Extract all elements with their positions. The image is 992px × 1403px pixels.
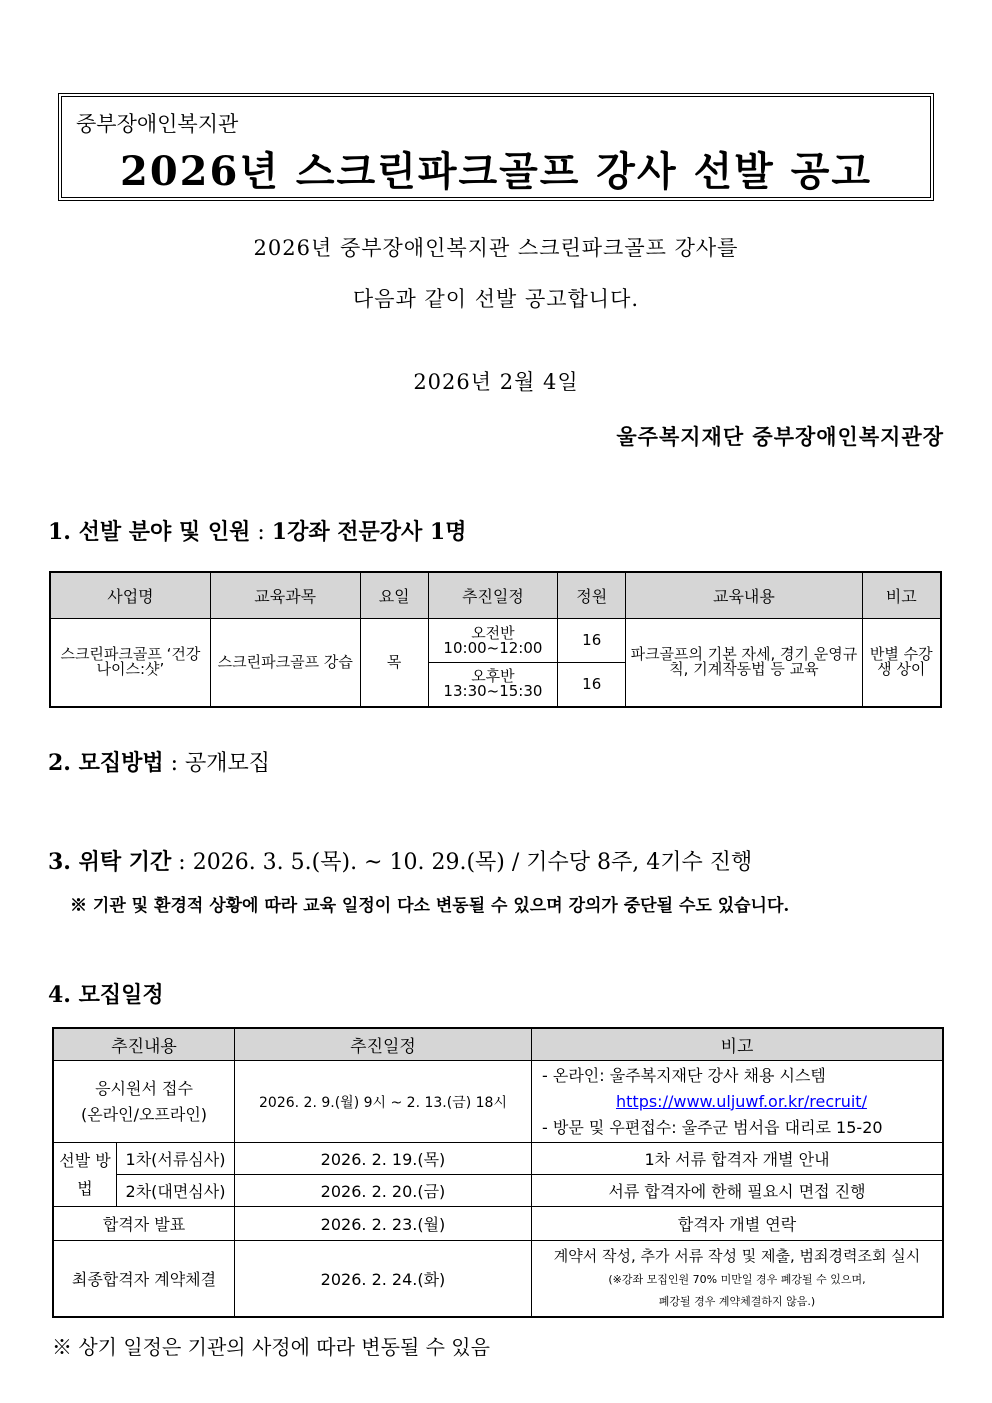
recruit-link[interactable]: https://www.uljuwf.or.kr/recruit/ xyxy=(616,1091,867,1111)
content: 파크골프의 기본 자세, 경기 운영규칙, 기계작동법 등 교육 xyxy=(626,619,862,707)
schedule-table xyxy=(52,1027,944,1318)
morning-schedule xyxy=(428,619,557,663)
signer: 울주복지재단 중부장애인복지관장 xyxy=(616,424,944,449)
section-1-heading: 1. 선발 분야 및 인원 : 1강좌 전문강사 1명 xyxy=(48,519,467,545)
section-3-value: 2026. 3. 5.(목). ~ 10. 29.(목) / 기수당 8주, 4기수 진행 xyxy=(192,850,753,875)
section-2-title: 2. 모집방법 xyxy=(48,750,164,776)
apply-note-2: - 방문 및 우편접수: 울주군 범서읍 대리로 15-20 xyxy=(542,1117,883,1137)
contract-label: 최종합격자 계약체결 xyxy=(53,1241,235,1317)
section-3-heading: 3. 위탁 기간 : 2026. 3. 5.(목). ~ 10. 29.(목) / 기수당 8주, 4기수 진행 xyxy=(48,849,753,875)
col-date: 추진일정 xyxy=(235,1028,532,1061)
col-content: 교육내용 xyxy=(626,572,862,619)
remark: 반별 수강생 상이 xyxy=(862,619,941,707)
section-1-title: 1. 선발 분야 및 인원 xyxy=(48,519,251,545)
col-capacity: 정원 xyxy=(558,572,626,619)
round2-label: 2차(대면심사) xyxy=(117,1175,235,1207)
morning-time: 10:00~12:00 xyxy=(443,638,543,657)
section-2-value: 공개모집 xyxy=(185,751,271,776)
notice-date: 2026년 2월 4일 xyxy=(413,370,579,394)
announce-note: 합격자 개별 연락 xyxy=(532,1207,944,1241)
morning-capacity: 16 xyxy=(558,619,626,663)
section-3-title: 3. 위탁 기간 xyxy=(48,849,172,875)
section-4-title: 4. 모집일정 xyxy=(48,982,164,1008)
round1-date: 2026. 2. 19.(목) xyxy=(235,1143,532,1175)
apply-note-cell xyxy=(532,1061,944,1143)
apply-cell xyxy=(53,1061,235,1143)
contract-sub-2: 폐강될 경우 계약체결하지 않음.) xyxy=(658,1295,816,1309)
selection-table xyxy=(49,571,942,708)
section-1-value: 1강좌 전문강사 1명 xyxy=(271,519,467,545)
subject: 스크린파크골프 강습 xyxy=(210,619,360,707)
section-2-heading: 2. 모집방법 : 공개모집 xyxy=(48,750,271,776)
footnote: ※ 상기 일정은 기관의 사정에 따라 변동될 수 있음 xyxy=(52,1335,490,1359)
intro-line-2: 다음과 같이 선발 공고합니다. xyxy=(352,287,640,311)
morning-label: 오전반 xyxy=(471,623,515,642)
contract-note: 계약서 작성, 추가 서류 작성 및 제출, 범죄경력조회 실시 xyxy=(553,1247,921,1266)
announce-date: 2026. 2. 23.(월) xyxy=(235,1207,532,1241)
col-subject: 교육과목 xyxy=(210,572,360,619)
section-3-note: ※ 기관 및 환경적 상황에 따라 교육 일정이 다소 변동될 수 있으며 강의가 중단될 수도 있습니다. xyxy=(70,896,790,916)
round2-date: 2026. 2. 20.(금) xyxy=(235,1175,532,1207)
section-4-heading xyxy=(48,978,164,1009)
apply-label: 응시원서 접수 xyxy=(95,1078,193,1098)
contract-sub-1: (※강좌 모집인원 70% 미만일 경우 폐강될 수 있으며, xyxy=(608,1273,866,1287)
col-remark: 비고 xyxy=(862,572,941,619)
afternoon-capacity: 16 xyxy=(558,663,626,707)
apply-sub: (온라인/오프라인) xyxy=(80,1104,208,1124)
afternoon-schedule xyxy=(428,663,557,707)
contract-date: 2026. 2. 24.(화) xyxy=(235,1241,532,1317)
apply-note-1: - 온라인: 울주복지재단 강사 채용 시스템 xyxy=(542,1065,826,1085)
col-task: 추진내용 xyxy=(53,1028,235,1061)
col-day: 요일 xyxy=(360,572,428,619)
intro-line-1: 2026년 중부장애인복지관 스크린파크골프 강사를 xyxy=(253,236,739,260)
project-name: 스크린파크골프 ‘건강 나이스:샷’ xyxy=(50,619,210,707)
selection-label: 선발 방법 xyxy=(53,1143,117,1207)
round1-note: 1차 서류 합격자 개별 안내 xyxy=(532,1143,944,1175)
col-project: 사업명 xyxy=(50,572,210,619)
round1-label: 1차(서류심사) xyxy=(117,1143,235,1175)
col-schedule: 추진일정 xyxy=(428,572,557,619)
round2-note: 서류 합격자에 한해 필요시 면접 진행 xyxy=(532,1175,944,1207)
announce-label: 합격자 발표 xyxy=(53,1207,235,1241)
col-note: 비고 xyxy=(532,1028,944,1061)
apply-date: 2026. 2. 9.(월) 9시 ~ 2. 13.(금) 18시 xyxy=(235,1061,532,1143)
afternoon-label: 오후반 xyxy=(471,667,515,686)
page-title: 2026년 스크린파크골프 강사 선발 공고 xyxy=(120,148,872,195)
day: 목 xyxy=(360,619,428,707)
org-name: 중부장애인복지관 xyxy=(76,112,239,136)
contract-note-cell xyxy=(532,1241,944,1317)
afternoon-time: 13:30~15:30 xyxy=(443,682,543,701)
